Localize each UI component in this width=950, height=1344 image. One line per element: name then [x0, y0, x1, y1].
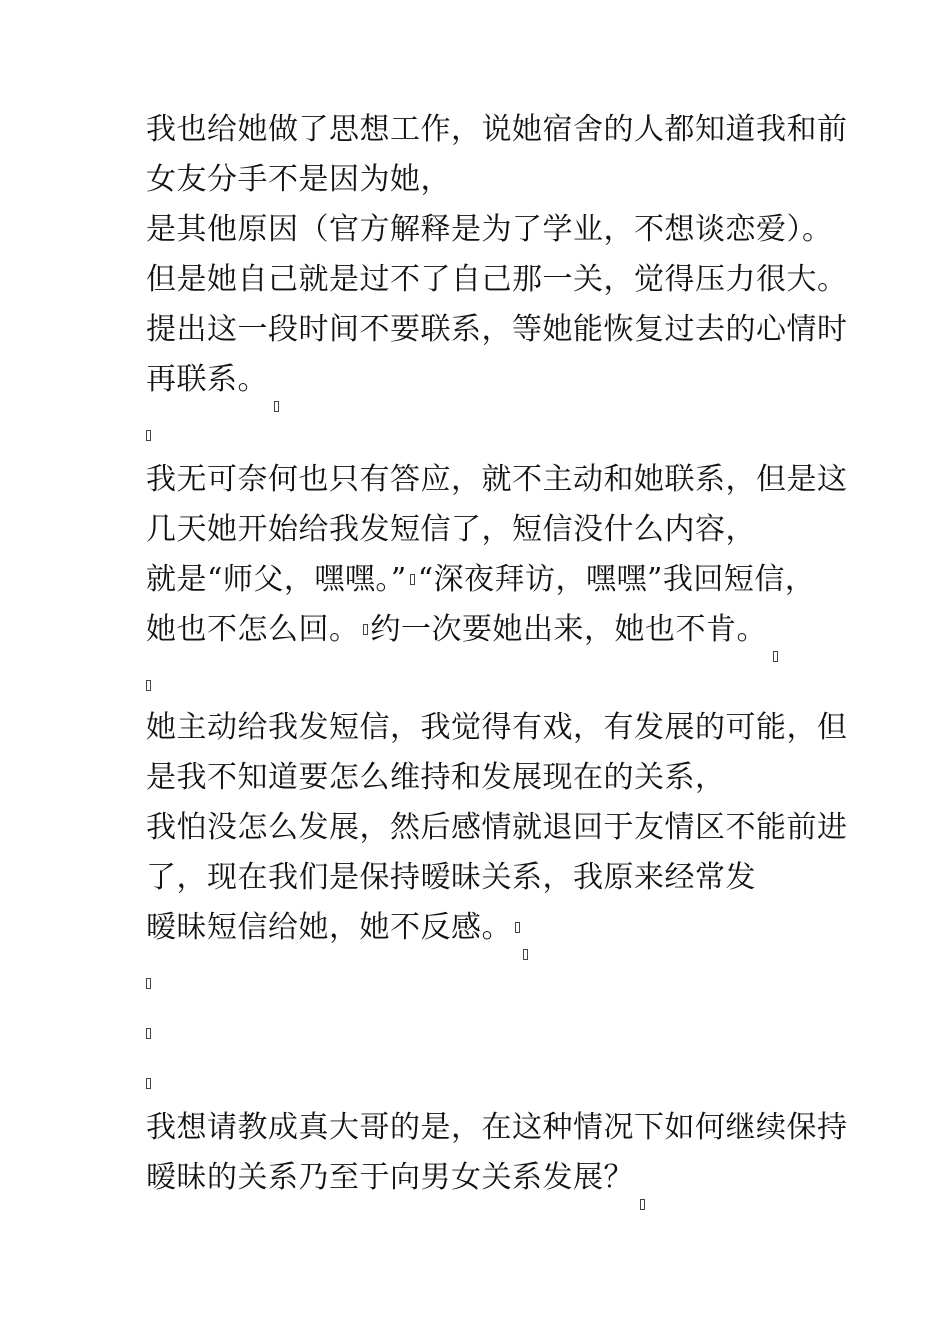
text-segment: 暧昧短信给她，她不反感。: [146, 910, 512, 945]
text-line: 但是她自己就是过不了自己那一关，觉得压力很大。: [146, 262, 848, 297]
missing-glyph-icon: [146, 1078, 151, 1089]
text-line: 女友分手不是因为她，: [146, 162, 451, 197]
text-line: 我无可奈何也只有答应，就不主动和她联系，但是这: [146, 462, 848, 497]
missing-glyph-icon: [146, 430, 151, 441]
text-segment: 她也不怎么回。: [146, 612, 360, 647]
text-line-with-mark: [146, 362, 279, 398]
text-line: 我想请教成真大哥的是，在这种情况下如何继续保持: [146, 1110, 848, 1145]
missing-glyph-icon: [274, 401, 279, 412]
text-line: 我怕没怎么发展，然后感情就退回于友情区不能前进: [146, 810, 848, 845]
text-segment: 就是“师父，嘿嘿。”: [146, 562, 407, 597]
missing-glyph-icon: [146, 1028, 151, 1039]
missing-glyph-icon: [515, 922, 520, 933]
missing-glyph-icon: [363, 624, 368, 635]
text-line-with-mark: [146, 910, 528, 946]
text-line: 是其他原因（官方解释是为了学业，不想谈恋爱）。: [146, 212, 833, 247]
text-line: 是我不知道要怎么维持和发展现在的关系，: [146, 760, 726, 795]
text-segment: 再联系。: [146, 362, 268, 397]
missing-glyph-icon: [146, 680, 151, 691]
text-line: 了，现在我们是保持暧昧关系，我原来经常发: [146, 860, 756, 895]
text-segment: 约一次要她出来，她也不肯。: [370, 612, 767, 647]
missing-glyph-icon: [773, 651, 778, 662]
text-line-with-mark: [146, 562, 815, 598]
text-segment: “深夜拜访，嘿嘿”我回短信，: [417, 562, 816, 597]
missing-glyph-icon: [640, 1199, 645, 1210]
missing-glyph-icon: [523, 949, 528, 960]
text-line: 提出这一段时间不要联系，等她能恢复过去的心情时: [146, 312, 848, 347]
text-line: 我也给她做了思想工作，说她宿舍的人都知道我和前: [146, 112, 848, 147]
text-segment: 暧昧的关系乃至于向男女关系发展？: [146, 1160, 634, 1195]
text-line-with-mark: [146, 1160, 645, 1196]
missing-glyph-icon: [146, 978, 151, 989]
text-line: 几天她开始给我发短信了，短信没什么内容，: [146, 512, 756, 547]
text-line-with-mark: [146, 612, 778, 648]
text-line: 她主动给我发短信，我觉得有戏，有发展的可能，但: [146, 710, 848, 745]
missing-glyph-icon: [410, 574, 415, 585]
